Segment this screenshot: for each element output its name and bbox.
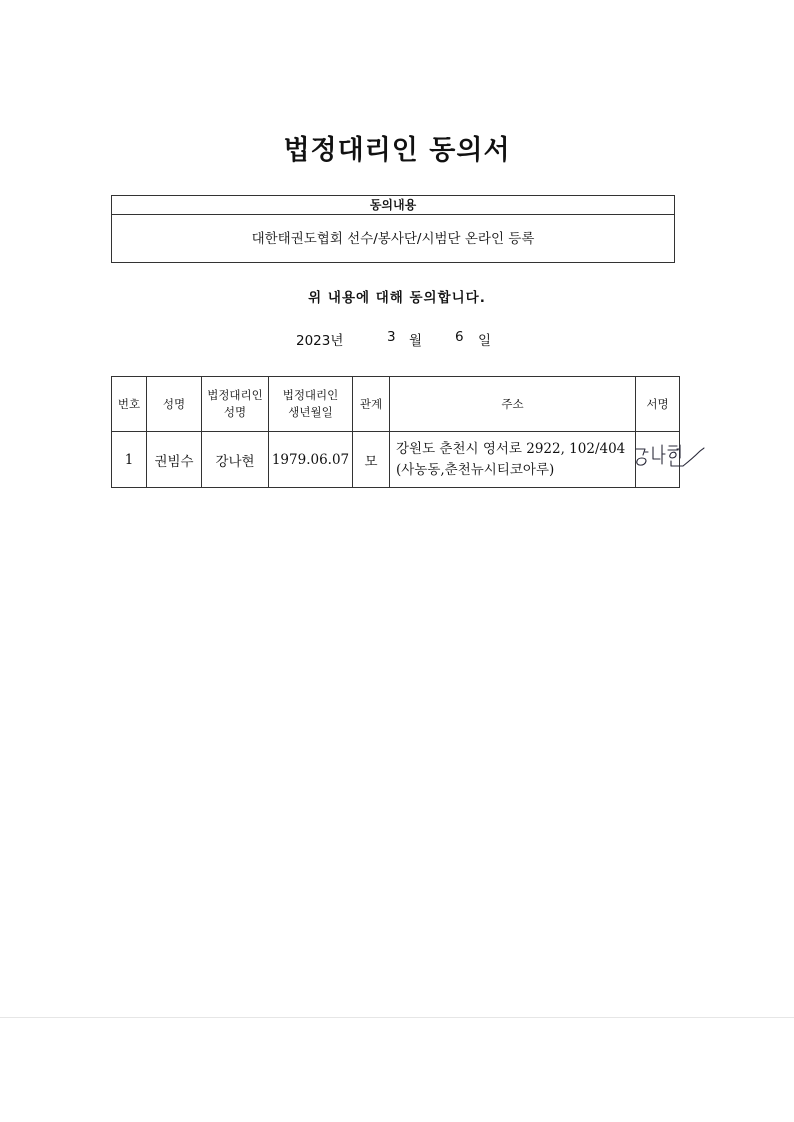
handwritten-signature xyxy=(633,440,705,474)
guardian-info-table xyxy=(111,376,680,488)
header-guardian-birth-line2: 생년월일 xyxy=(288,405,333,419)
cell-no: 1 xyxy=(112,432,147,488)
header-guardian-birth-line1: 법정대리인 xyxy=(282,388,339,402)
consent-box xyxy=(111,195,675,263)
cell-guardian-name: 강나현 xyxy=(202,432,269,488)
consent-header: 동의내용 xyxy=(112,196,674,215)
address-line1: 강원도 춘천시 영서로 2922, 102/404 xyxy=(396,440,626,457)
header-guardian-name-line1: 법정대리인 xyxy=(207,388,263,402)
consent-body: 대한태권도협회 선수/봉사단/시범단 온라인 등록 xyxy=(251,231,535,247)
cell-guardian-birth: 1979.06.07 xyxy=(269,432,353,488)
header-address: 주소 xyxy=(390,377,636,432)
address-line2: (사농동,춘천뉴시티코아루) xyxy=(396,461,555,478)
date-month-value: 3 xyxy=(387,329,396,345)
cell-address xyxy=(390,432,636,488)
header-signature: 서명 xyxy=(636,377,680,432)
date-day-unit: 일 xyxy=(478,333,492,349)
header-guardian-name xyxy=(202,377,269,432)
agree-statement: 위 내용에 대해 동의합니다. xyxy=(308,290,486,306)
table-row xyxy=(112,432,680,488)
header-guardian-name-line2: 성명 xyxy=(223,405,247,419)
bottom-rule xyxy=(0,1017,794,1018)
date-year: 2023년 xyxy=(296,333,344,349)
date-month-unit: 월 xyxy=(409,333,423,349)
page-title: 법정대리인 동의서 xyxy=(283,135,511,166)
cell-relation: 모 xyxy=(353,432,390,488)
header-name: 성명 xyxy=(147,377,202,432)
date-day-value: 6 xyxy=(455,329,464,345)
header-no: 번호 xyxy=(112,377,147,432)
header-relation: 관계 xyxy=(353,377,390,432)
table-header-row xyxy=(112,377,680,432)
header-guardian-birth xyxy=(269,377,353,432)
cell-name: 권빔수 xyxy=(147,432,202,488)
